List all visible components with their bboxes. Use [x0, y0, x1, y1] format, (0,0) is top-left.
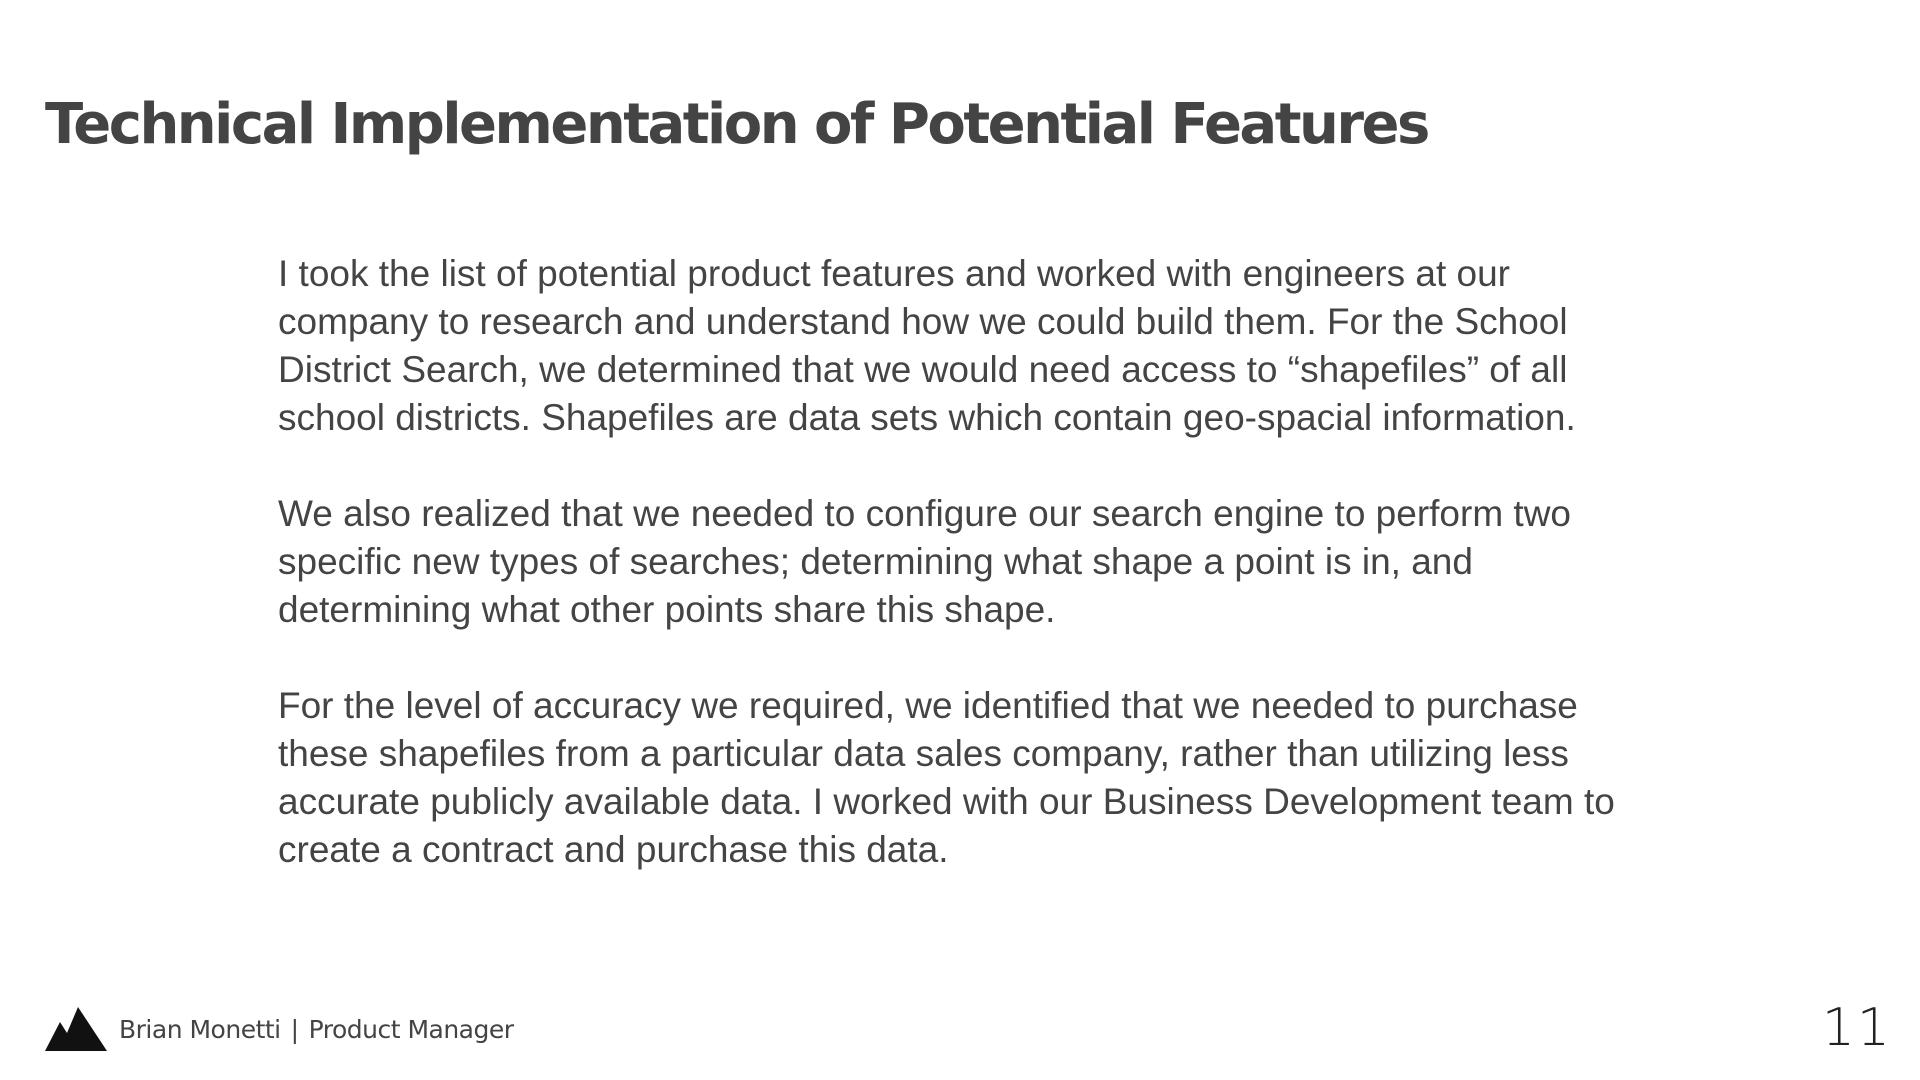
slide-title: Technical Implementation of Potential Features — [45, 92, 1428, 157]
footer — [45, 1005, 514, 1053]
page-number: 11 — [1821, 998, 1892, 1058]
paragraph-search-engine: We also realized that we needed to configure our search engine to perform two specific new types of searches; determining what shape a point is in, and determining what other points share this shape. — [278, 493, 1572, 630]
mountain-logo-icon — [45, 1007, 107, 1051]
paragraph-purchase-data: For the level of accuracy we required, we identified that we needed to purchase these shapefiles from a particular data sales company, rather than utilizing less accurate publicly available data. I worked with our Business Development team to create a contract and purchase this data. — [278, 685, 1615, 870]
footer-separator: | — [290, 1014, 299, 1044]
footer-author: Brian Monetti — [119, 1014, 281, 1044]
slide-body — [278, 250, 1668, 922]
footer-role: Product Manager — [308, 1014, 514, 1044]
paragraph-shapefiles: I took the list of potential product features and worked with engineers at our company to research and understand how we could build them. For the School District Search, we determined that we would need access to “shapefiles” of all school districts. Shapefiles are data sets which contain geo-spacial information. — [278, 253, 1576, 438]
footer-credit — [119, 1015, 514, 1044]
